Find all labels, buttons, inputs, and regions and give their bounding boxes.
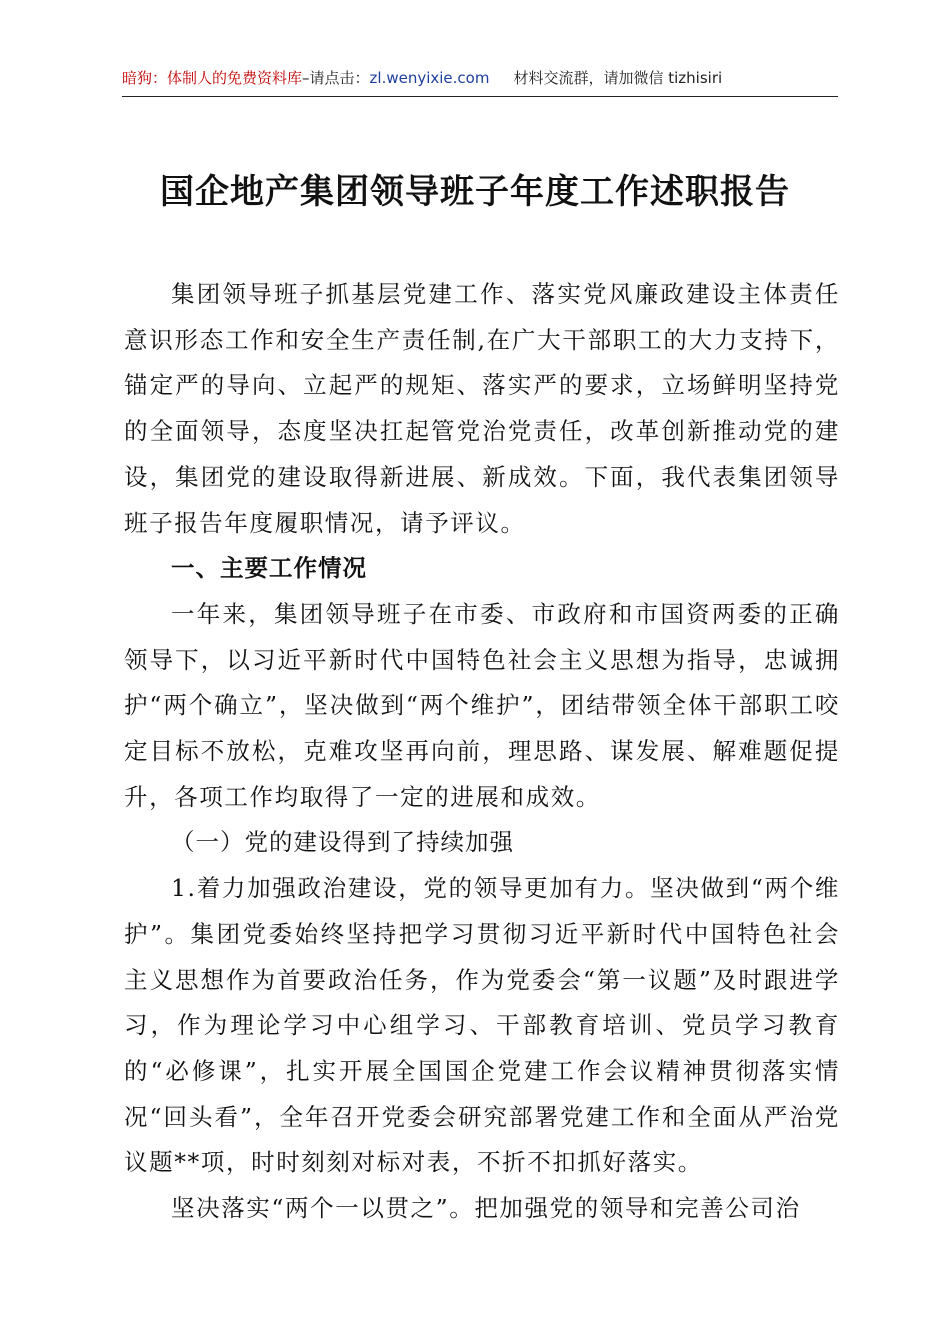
document-title: 国企地产集团领导班子年度工作述职报告	[160, 172, 790, 212]
intro-paragraph: 集团领导班子抓基层党建工作、落实党风廉政建设主体责任意识形态工作和安全生产责任制,在广大干部职工的大力支持下，锚定严的导向、立起严的规矩、落实严的要求，立场鲜明坚持党的全面领导，态度坚决扛起管党治党责任，改革创新推动党的建设，集团党的建设取得新进展、新成效。下面，我代表集团领导班子报告年度履职情况，请予评议。	[124, 280, 840, 537]
watermark-header	[122, 64, 838, 97]
political-building-paragraph: 1.着力加强政治建设，党的领导更加有力。坚决做到“两个维护”。集团党委始终坚持把学习贯彻习近平新时代中国特色社会主义思想作为首要政治任务，作为党委会“第一议题”及时跟进学习，作为理论学习中心组学习、干部教育培训、党员学习教育的“必修课”，扎实开展全国国企党建工作会议精神贯彻落实情况“回头看”，全年召开党委会研究部署党建工作和全面从严治党议题**项，时时刻刻对标对表，不折不扣抓好落实。	[124, 874, 840, 1177]
header-click-prompt: –请点击：	[302, 69, 370, 87]
header-group-note: 材料交流群，请加微信 tizhisiri	[513, 69, 723, 87]
subsection-heading: （一）党的建设得到了持续加强	[171, 828, 514, 857]
header-site-link[interactable]: zl.wenyixie.com	[369, 69, 490, 87]
two-consistency-paragraph: 坚决落实“两个一以贯之”。把加强党的领导和完善公司治	[171, 1194, 801, 1223]
document-body	[124, 272, 840, 1232]
section-heading: 一、主要工作情况	[171, 554, 367, 583]
section-summary-paragraph: 一年来，集团领导班子在市委、市政府和市国资两委的正确领导下，以习近平新时代中国特色社会主义思想为指导，忠诚拥护“两个确立”，坚决做到“两个维护”，团结带领全体干部职工咬定目标不放松，克难攻坚再向前，理思路、谋发展、解难题促提升，各项工作均取得了一定的进展和成效。	[124, 599, 840, 811]
header-brand: 暗狗：体制人的免费资料库	[122, 69, 303, 87]
